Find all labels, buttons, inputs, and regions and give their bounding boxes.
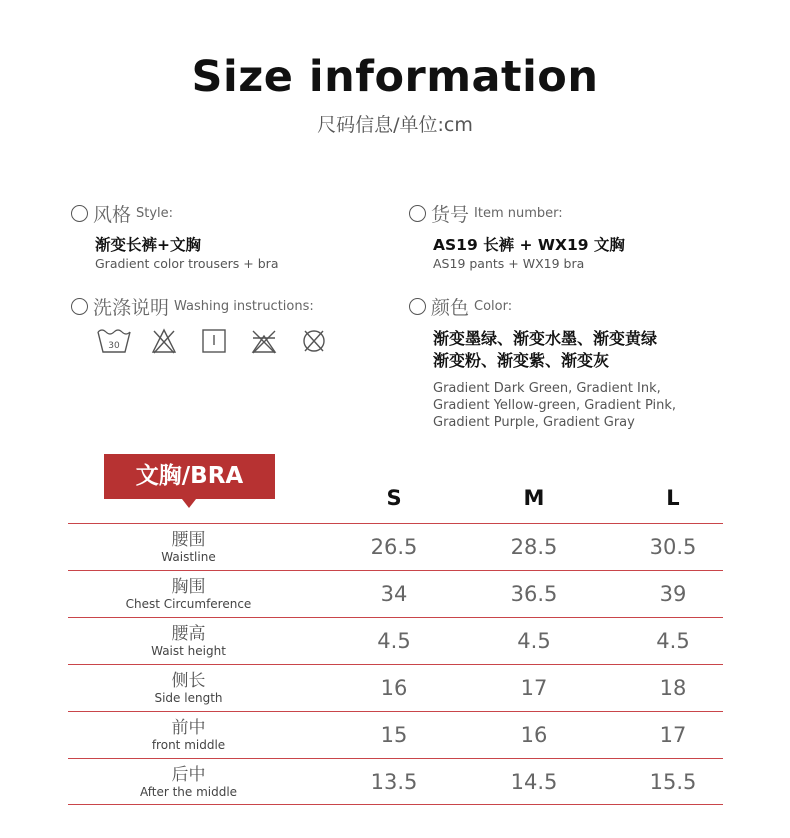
do-not-dry-clean-icon <box>295 326 333 356</box>
table-row <box>68 711 723 758</box>
table-cell: 15.5 <box>649 770 697 794</box>
row-label-en: Chest Circumference <box>125 597 252 611</box>
table-cell: 17 <box>659 723 687 747</box>
color-value-en-line1: Gradient Dark Green, Gradient Ink, <box>433 381 661 396</box>
table-cell: 4.5 <box>656 629 690 653</box>
color-value-en-line3: Gradient Purple, Gradient Gray <box>433 415 635 430</box>
color-value-cn-line1: 渐变墨绿、渐变水墨、渐变黄绿 <box>433 329 658 348</box>
washing-info <box>71 293 314 320</box>
bullet-circle-icon <box>71 298 88 315</box>
item-number-value-cn: AS19 长裤 + WX19 文胸 <box>433 236 625 254</box>
bullet-circle-icon <box>409 205 426 222</box>
style-value-cn: 渐变长裤+文胸 <box>95 236 201 254</box>
item-number-value-en: AS19 pants + WX19 bra <box>433 256 585 271</box>
color-value-en-line2: Gradient Yellow-green, Gradient Pink, <box>433 398 677 413</box>
row-label-en: front middle <box>151 738 226 752</box>
bullet-circle-icon <box>409 298 426 315</box>
do-not-tumble-dry-icon <box>245 326 283 356</box>
table-cell: 17 <box>520 676 548 700</box>
row-label-cn: 腰围 <box>171 530 206 550</box>
washing-en-label: Washing instructions: <box>174 299 314 314</box>
table-row <box>68 758 723 805</box>
page-title: Size information <box>191 52 599 102</box>
hang-dry-icon <box>195 326 233 356</box>
style-value-en: Gradient color trousers + bra <box>95 256 279 271</box>
table-row <box>68 664 723 711</box>
table-cell: 4.5 <box>377 629 411 653</box>
row-label-en: Side length <box>154 691 223 705</box>
row-label-cn: 胸围 <box>171 577 206 597</box>
table-cell: 4.5 <box>517 629 551 653</box>
row-label-cn: 侧长 <box>171 671 206 691</box>
page-subtitle: 尺码信息/单位:cm <box>317 114 473 136</box>
table-cell: 15 <box>380 723 408 747</box>
table-row <box>68 617 723 664</box>
table-cell: 18 <box>659 676 687 700</box>
size-header-s: S <box>386 486 402 510</box>
table-cell: 30.5 <box>649 535 697 559</box>
row-label-en: Waist height <box>151 644 226 658</box>
table-cell: 28.5 <box>510 535 558 559</box>
row-label-en: Waistline <box>161 550 216 564</box>
do-not-bleach-icon <box>145 326 183 356</box>
table-row <box>68 523 723 570</box>
row-label-en: After the middle <box>139 785 238 799</box>
style-en-label: Style: <box>136 206 174 221</box>
bra-tag-label: 文胸/BRA <box>135 463 244 489</box>
row-label-cn: 腰高 <box>171 624 206 644</box>
item-number-cn-label: 货号 <box>431 204 470 226</box>
style-info <box>71 200 278 271</box>
table-cell: 36.5 <box>510 582 558 606</box>
wash-temp-text: 30 <box>108 341 120 351</box>
row-label-cn: 前中 <box>171 718 206 738</box>
tag-pointer <box>182 499 196 508</box>
style-cn-label: 风格 <box>93 204 132 226</box>
table-cell: 34 <box>380 582 408 606</box>
row-label-cn: 后中 <box>171 765 206 785</box>
wash-30-icon <box>95 326 133 356</box>
washing-cn-label: 洗涤说明 <box>93 297 170 319</box>
color-en-label: Color: <box>474 299 513 314</box>
size-header-m: M <box>523 486 545 510</box>
color-value-cn-line2: 渐变粉、渐变紫、渐变灰 <box>433 351 610 370</box>
table-cell: 16 <box>380 676 408 700</box>
bra-tag <box>104 454 275 499</box>
care-icons <box>95 326 345 356</box>
table-cell: 13.5 <box>370 770 418 794</box>
table-cell: 26.5 <box>370 535 418 559</box>
size-table <box>68 523 723 805</box>
size-header-l: L <box>666 486 680 510</box>
table-cell: 14.5 <box>510 770 558 794</box>
color-cn-label: 颜色 <box>431 297 470 319</box>
table-cell: 39 <box>659 582 687 606</box>
color-info <box>409 293 676 431</box>
item-number-info <box>409 200 625 271</box>
bullet-circle-icon <box>71 205 88 222</box>
table-row <box>68 570 723 617</box>
item-number-en-label: Item number: <box>474 206 563 221</box>
table-cell: 16 <box>520 723 548 747</box>
